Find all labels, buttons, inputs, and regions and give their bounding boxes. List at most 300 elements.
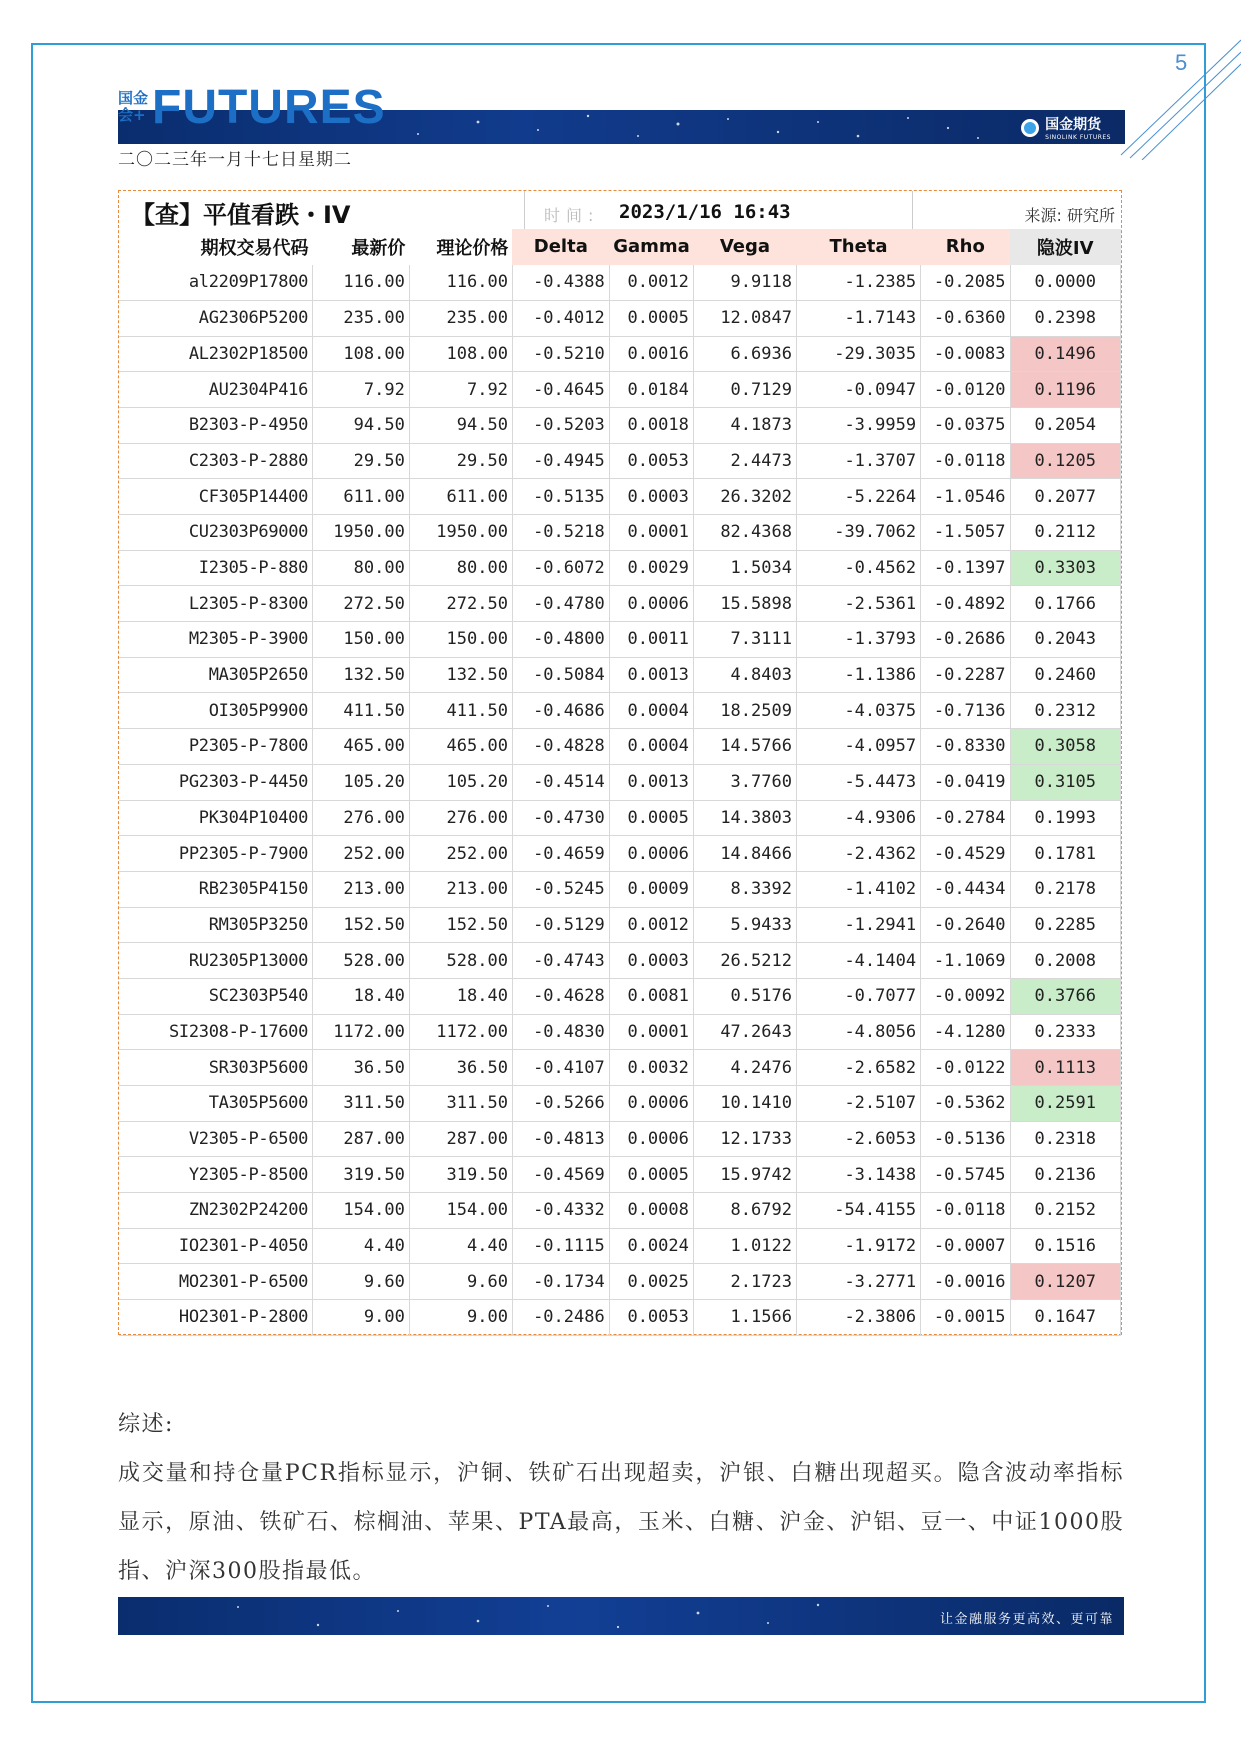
value-cell: -3.2771: [796, 1264, 920, 1300]
value-cell: -1.2385: [796, 265, 920, 301]
value-cell: 9.9118: [693, 265, 796, 301]
value-cell: 18.2509: [693, 693, 796, 729]
value-cell: 319.50: [313, 1157, 410, 1193]
option-code-cell: PK304P10400: [119, 800, 313, 836]
value-cell: 0.0018: [609, 407, 693, 443]
col-header: Delta: [512, 229, 609, 265]
iv-cell: 0.1205: [1010, 443, 1121, 479]
option-code-cell: HO2301-P-2800: [119, 1300, 313, 1336]
iv-cell: 0.0000: [1010, 265, 1121, 301]
value-cell: -0.0016: [921, 1264, 1010, 1300]
col-header: 隐波IV: [1010, 229, 1121, 265]
table-row: [119, 1086, 1121, 1122]
value-cell: -2.5361: [796, 586, 920, 622]
value-cell: -0.4828: [512, 729, 609, 765]
value-cell: -0.4012: [512, 300, 609, 336]
col-header: 理论价格: [436, 237, 509, 259]
value-cell: 94.50: [313, 407, 410, 443]
option-code-cell: RB2305P4150: [119, 871, 313, 907]
value-cell: 411.50: [313, 693, 410, 729]
value-cell: 36.50: [313, 1050, 410, 1086]
brand-name: 国金期货: [1045, 117, 1102, 133]
table-row: [119, 443, 1121, 479]
value-cell: 14.8466: [693, 836, 796, 872]
value-cell: -0.0015: [921, 1300, 1010, 1336]
option-code-cell: AL2302P18500: [119, 336, 313, 372]
value-cell: -2.6582: [796, 1050, 920, 1086]
value-cell: 0.0053: [609, 1300, 693, 1336]
value-cell: 0.0004: [609, 729, 693, 765]
value-cell: 1172.00: [409, 1014, 512, 1050]
value-cell: 18.40: [409, 978, 512, 1014]
value-cell: 47.2643: [693, 1014, 796, 1050]
value-cell: -5.4473: [796, 764, 920, 800]
iv-cell: 0.2460: [1010, 657, 1121, 693]
value-cell: 611.00: [313, 479, 410, 515]
table-row: [119, 1300, 1121, 1336]
option-code-cell: MA305P2650: [119, 657, 313, 693]
iv-cell: 0.3303: [1010, 550, 1121, 586]
value-cell: 235.00: [313, 300, 410, 336]
value-cell: 465.00: [409, 729, 512, 765]
value-cell: -3.1438: [796, 1157, 920, 1193]
value-cell: 29.50: [313, 443, 410, 479]
value-cell: -0.5136: [921, 1121, 1010, 1157]
value-cell: 105.20: [313, 764, 410, 800]
value-cell: 10.1410: [693, 1086, 796, 1122]
iv-cell: 0.1496: [1010, 336, 1121, 372]
value-cell: 6.6936: [693, 336, 796, 372]
value-cell: -0.0947: [796, 372, 920, 408]
table-row: [119, 300, 1121, 336]
table-row: [119, 1157, 1121, 1193]
value-cell: -0.5084: [512, 657, 609, 693]
table-row: [119, 800, 1121, 836]
iv-cell: 0.2312: [1010, 693, 1121, 729]
value-cell: 0.0008: [609, 1193, 693, 1229]
value-cell: 9.00: [409, 1300, 512, 1336]
value-cell: -1.5057: [921, 515, 1010, 551]
value-cell: 154.00: [313, 1193, 410, 1229]
value-cell: 1.1566: [693, 1300, 796, 1336]
footer-band: [118, 1597, 1124, 1635]
value-cell: 311.50: [409, 1086, 512, 1122]
value-cell: 0.0006: [609, 1121, 693, 1157]
value-cell: 80.00: [409, 550, 512, 586]
value-cell: -0.4562: [796, 550, 920, 586]
time-label: 时间:: [544, 206, 600, 225]
value-cell: -4.0375: [796, 693, 920, 729]
value-cell: -0.2085: [921, 265, 1010, 301]
value-cell: 105.20: [409, 764, 512, 800]
value-cell: 0.0025: [609, 1264, 693, 1300]
value-cell: 29.50: [409, 443, 512, 479]
option-code-cell: RU2305P13000: [119, 943, 313, 979]
value-cell: -0.5745: [921, 1157, 1010, 1193]
divider: [524, 191, 525, 231]
value-cell: 0.0005: [609, 1157, 693, 1193]
value-cell: 287.00: [409, 1121, 512, 1157]
table-row: [119, 943, 1121, 979]
col-header: Vega: [693, 229, 796, 265]
col-header: Gamma: [609, 229, 693, 265]
iv-cell: 0.1781: [1010, 836, 1121, 872]
value-cell: -0.6360: [921, 300, 1010, 336]
col-header: Theta: [796, 229, 920, 265]
value-cell: 14.5766: [693, 729, 796, 765]
value-cell: -0.4800: [512, 622, 609, 658]
value-cell: -0.4332: [512, 1193, 609, 1229]
option-code-cell: IO2301-P-4050: [119, 1228, 313, 1264]
col-header: Rho: [921, 229, 1010, 265]
brand-sub: SINOLINK FUTURES: [1045, 134, 1111, 141]
value-cell: 0.0013: [609, 657, 693, 693]
iv-cell: 0.2077: [1010, 479, 1121, 515]
value-cell: 8.3392: [693, 871, 796, 907]
iv-cell: 0.1207: [1010, 1264, 1121, 1300]
option-code-cell: CF305P14400: [119, 479, 313, 515]
value-cell: 0.0004: [609, 693, 693, 729]
iv-table-panel: [118, 190, 1122, 1335]
value-cell: 213.00: [409, 871, 512, 907]
iv-cell: 0.2136: [1010, 1157, 1121, 1193]
value-cell: 15.5898: [693, 586, 796, 622]
option-code-cell: OI305P9900: [119, 693, 313, 729]
option-code-cell: M2305-P-3900: [119, 622, 313, 658]
option-code-cell: al2209P17800: [119, 265, 313, 301]
value-cell: 26.3202: [693, 479, 796, 515]
col-header: 最新价: [351, 237, 406, 259]
value-cell: -1.9172: [796, 1228, 920, 1264]
value-cell: 1172.00: [313, 1014, 410, 1050]
option-code-cell: SC2303P540: [119, 978, 313, 1014]
value-cell: -0.0120: [921, 372, 1010, 408]
table-row: [119, 265, 1121, 301]
value-cell: -0.4659: [512, 836, 609, 872]
table-row: [119, 515, 1121, 551]
value-cell: 213.00: [313, 871, 410, 907]
value-cell: -2.5107: [796, 1086, 920, 1122]
option-code-cell: PG2303-P-4450: [119, 764, 313, 800]
value-cell: -0.4743: [512, 943, 609, 979]
value-cell: 4.1873: [693, 407, 796, 443]
option-code-cell: CU2303P69000: [119, 515, 313, 551]
iv-cell: 0.2112: [1010, 515, 1121, 551]
value-cell: -5.2264: [796, 479, 920, 515]
value-cell: -0.4434: [921, 871, 1010, 907]
value-cell: 3.7760: [693, 764, 796, 800]
table-row: [119, 1121, 1121, 1157]
logo-futures: FUTURES: [152, 81, 386, 134]
value-cell: -0.4945: [512, 443, 609, 479]
iv-cell: 0.1196: [1010, 372, 1121, 408]
table-row: [119, 729, 1121, 765]
value-cell: -0.5210: [512, 336, 609, 372]
iv-cell: 0.2178: [1010, 871, 1121, 907]
summary-body: 成交量和持仓量PCR指标显示，沪铜、铁矿石出现超卖，沪银、白糖出现超买。隐含波动率指标显示，原油、铁矿石、棕榈油、苹果、PTA最高，玉米、白糖、沪金、沪铝、豆一、中证1000股指、沪深300股指最低。: [118, 1461, 1124, 1584]
value-cell: 528.00: [409, 943, 512, 979]
iv-cell: 0.2043: [1010, 622, 1121, 658]
page-number: 5: [1175, 50, 1188, 75]
table-row: [119, 836, 1121, 872]
iv-cell: 0.1647: [1010, 1300, 1121, 1336]
value-cell: -4.1404: [796, 943, 920, 979]
value-cell: -0.6072: [512, 550, 609, 586]
summary-section: [118, 1400, 1124, 1596]
iv-cell: 0.1113: [1010, 1050, 1121, 1086]
value-cell: -0.0007: [921, 1228, 1010, 1264]
value-cell: 276.00: [313, 800, 410, 836]
value-cell: 14.3803: [693, 800, 796, 836]
value-cell: 26.5212: [693, 943, 796, 979]
value-cell: -0.5135: [512, 479, 609, 515]
value-cell: -3.9959: [796, 407, 920, 443]
value-cell: 150.00: [409, 622, 512, 658]
option-code-cell: B2303-P-4950: [119, 407, 313, 443]
value-cell: 272.50: [313, 586, 410, 622]
iv-cell: 0.2152: [1010, 1193, 1121, 1229]
value-cell: -1.3793: [796, 622, 920, 658]
option-code-cell: PP2305-P-7900: [119, 836, 313, 872]
table-row: [119, 586, 1121, 622]
value-cell: -0.4645: [512, 372, 609, 408]
value-cell: -0.5266: [512, 1086, 609, 1122]
iv-cell: 0.2333: [1010, 1014, 1121, 1050]
value-cell: 0.0001: [609, 515, 693, 551]
value-cell: 311.50: [313, 1086, 410, 1122]
value-cell: -0.4892: [921, 586, 1010, 622]
table-header-row: [119, 229, 1121, 265]
table-row: [119, 622, 1121, 658]
value-cell: 1.5034: [693, 550, 796, 586]
value-cell: 4.40: [409, 1228, 512, 1264]
value-cell: -1.4102: [796, 871, 920, 907]
value-cell: 0.0006: [609, 586, 693, 622]
report-date: 二〇二三年一月十七日星期二: [118, 150, 352, 170]
value-cell: 108.00: [409, 336, 512, 372]
value-cell: -2.3806: [796, 1300, 920, 1336]
value-cell: 0.0024: [609, 1228, 693, 1264]
value-cell: -0.2640: [921, 907, 1010, 943]
value-cell: 8.6792: [693, 1193, 796, 1229]
value-cell: 319.50: [409, 1157, 512, 1193]
iv-cell: 0.3105: [1010, 764, 1121, 800]
value-cell: -29.3035: [796, 336, 920, 372]
value-cell: -0.4569: [512, 1157, 609, 1193]
value-cell: -0.4388: [512, 265, 609, 301]
table-row: [119, 1050, 1121, 1086]
value-cell: -0.0118: [921, 1193, 1010, 1229]
value-cell: 9.00: [313, 1300, 410, 1336]
value-cell: 152.50: [409, 907, 512, 943]
value-cell: -4.8056: [796, 1014, 920, 1050]
value-cell: -1.1069: [921, 943, 1010, 979]
footer-slogan: 让金融服务更高效、更可靠: [939, 1612, 1114, 1627]
option-code-cell: V2305-P-6500: [119, 1121, 313, 1157]
value-cell: -0.7136: [921, 693, 1010, 729]
value-cell: 0.0016: [609, 336, 693, 372]
value-cell: 18.40: [313, 978, 410, 1014]
value-cell: -0.5203: [512, 407, 609, 443]
value-cell: -0.1734: [512, 1264, 609, 1300]
value-cell: 0.7129: [693, 372, 796, 408]
logo-zh-text: 国金会+: [118, 89, 149, 124]
value-cell: 15.9742: [693, 1157, 796, 1193]
option-code-cell: AG2306P5200: [119, 300, 313, 336]
value-cell: -0.5245: [512, 871, 609, 907]
value-cell: 4.40: [313, 1228, 410, 1264]
value-cell: 150.00: [313, 622, 410, 658]
col-header: 期权交易代码: [200, 237, 309, 259]
value-cell: -4.0957: [796, 729, 920, 765]
corner-decoration: [1120, 0, 1241, 160]
option-code-cell: RM305P3250: [119, 907, 313, 943]
value-cell: 12.0847: [693, 300, 796, 336]
value-cell: 276.00: [409, 800, 512, 836]
value-cell: -1.2941: [796, 907, 920, 943]
value-cell: 7.92: [409, 372, 512, 408]
value-cell: -0.4780: [512, 586, 609, 622]
value-cell: 0.0184: [609, 372, 693, 408]
value-cell: 7.92: [313, 372, 410, 408]
option-code-cell: SR303P5600: [119, 1050, 313, 1086]
value-cell: -1.1386: [796, 657, 920, 693]
value-cell: -0.4514: [512, 764, 609, 800]
value-cell: 132.50: [409, 657, 512, 693]
value-cell: 12.1733: [693, 1121, 796, 1157]
value-cell: 287.00: [313, 1121, 410, 1157]
value-cell: 272.50: [409, 586, 512, 622]
value-cell: 0.0053: [609, 443, 693, 479]
source-label: 来源: 研究所: [1024, 206, 1115, 225]
value-cell: -0.0083: [921, 336, 1010, 372]
value-cell: -1.3707: [796, 443, 920, 479]
value-cell: -1.0546: [921, 479, 1010, 515]
value-cell: 0.0003: [609, 479, 693, 515]
value-cell: 108.00: [313, 336, 410, 372]
table-row: [119, 550, 1121, 586]
value-cell: -0.1115: [512, 1228, 609, 1264]
table-title-row: [119, 191, 1121, 231]
value-cell: 94.50: [409, 407, 512, 443]
value-cell: -39.7062: [796, 515, 920, 551]
value-cell: 0.0012: [609, 265, 693, 301]
value-cell: 252.00: [313, 836, 410, 872]
table-row: [119, 657, 1121, 693]
value-cell: -0.2686: [921, 622, 1010, 658]
iv-cell: 0.1766: [1010, 586, 1121, 622]
value-cell: -0.0419: [921, 764, 1010, 800]
iv-cell: 0.2008: [1010, 943, 1121, 979]
table-row: [119, 978, 1121, 1014]
value-cell: 0.0006: [609, 1086, 693, 1122]
option-code-cell: P2305-P-7800: [119, 729, 313, 765]
value-cell: -0.4730: [512, 800, 609, 836]
value-cell: 0.0009: [609, 871, 693, 907]
value-cell: -54.4155: [796, 1193, 920, 1229]
value-cell: 154.00: [409, 1193, 512, 1229]
value-cell: 0.5176: [693, 978, 796, 1014]
value-cell: 7.3111: [693, 622, 796, 658]
value-cell: 1950.00: [313, 515, 410, 551]
option-code-cell: MO2301-P-6500: [119, 1264, 313, 1300]
time-value: 2023/1/16 16:43: [619, 201, 791, 223]
option-code-cell: AU2304P416: [119, 372, 313, 408]
table-row: [119, 1228, 1121, 1264]
summary-heading: 综述:: [118, 1412, 174, 1437]
value-cell: 80.00: [313, 550, 410, 586]
value-cell: -0.0118: [921, 443, 1010, 479]
value-cell: 0.0001: [609, 1014, 693, 1050]
value-cell: -0.5362: [921, 1086, 1010, 1122]
value-cell: 0.0011: [609, 622, 693, 658]
value-cell: 9.60: [313, 1264, 410, 1300]
value-cell: 4.2476: [693, 1050, 796, 1086]
iv-cell: 0.2285: [1010, 907, 1121, 943]
value-cell: 0.0032: [609, 1050, 693, 1086]
option-code-cell: Y2305-P-8500: [119, 1157, 313, 1193]
option-code-cell: L2305-P-8300: [119, 586, 313, 622]
iv-table: [119, 229, 1121, 1336]
value-cell: -4.9306: [796, 800, 920, 836]
value-cell: -4.1280: [921, 1014, 1010, 1050]
table-row: [119, 1014, 1121, 1050]
value-cell: -0.8330: [921, 729, 1010, 765]
value-cell: 152.50: [313, 907, 410, 943]
table-row: [119, 1264, 1121, 1300]
option-code-cell: I2305-P-880: [119, 550, 313, 586]
value-cell: 0.0081: [609, 978, 693, 1014]
iv-cell: 0.3058: [1010, 729, 1121, 765]
table-row: [119, 693, 1121, 729]
iv-cell: 0.2318: [1010, 1121, 1121, 1157]
value-cell: -0.2486: [512, 1300, 609, 1336]
value-cell: -0.4830: [512, 1014, 609, 1050]
table-title: 【查】平值看跌・IV: [131, 201, 351, 229]
table-row: [119, 372, 1121, 408]
value-cell: -0.4628: [512, 978, 609, 1014]
table-row: [119, 871, 1121, 907]
divider: [912, 191, 913, 231]
value-cell: 528.00: [313, 943, 410, 979]
option-code-cell: SI2308-P-17600: [119, 1014, 313, 1050]
value-cell: 132.50: [313, 657, 410, 693]
iv-cell: 0.1516: [1010, 1228, 1121, 1264]
option-code-cell: TA305P5600: [119, 1086, 313, 1122]
value-cell: 116.00: [313, 265, 410, 301]
value-cell: 9.60: [409, 1264, 512, 1300]
value-cell: 1950.00: [409, 515, 512, 551]
value-cell: -0.4813: [512, 1121, 609, 1157]
brand-text: [1045, 114, 1111, 141]
value-cell: -0.5218: [512, 515, 609, 551]
value-cell: 465.00: [313, 729, 410, 765]
table-row: [119, 907, 1121, 943]
value-cell: 0.0013: [609, 764, 693, 800]
table-row: [119, 479, 1121, 515]
iv-cell: 0.2054: [1010, 407, 1121, 443]
value-cell: -2.6053: [796, 1121, 920, 1157]
value-cell: 235.00: [409, 300, 512, 336]
value-cell: 36.50: [409, 1050, 512, 1086]
iv-cell: 0.2398: [1010, 300, 1121, 336]
table-row: [119, 764, 1121, 800]
value-cell: 252.00: [409, 836, 512, 872]
value-cell: -0.2784: [921, 800, 1010, 836]
value-cell: -0.7077: [796, 978, 920, 1014]
value-cell: -0.0375: [921, 407, 1010, 443]
value-cell: -0.1397: [921, 550, 1010, 586]
